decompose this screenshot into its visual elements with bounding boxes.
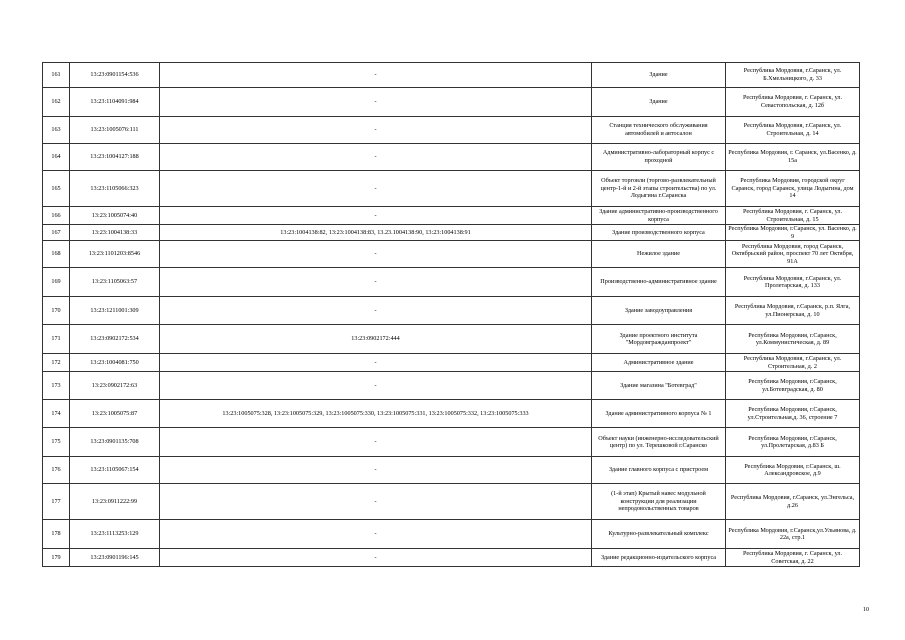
table-row [43,484,860,520]
related-cadastral-numbers: - [160,549,592,567]
related-cadastral-numbers: - [160,117,592,144]
object-address: Республика Мордовия, городской округ Саранск, город Саранск, улица Лодыгина, дом 14 [726,171,860,207]
object-address: Республика Мордовия, г.Саранск, ул. Пролетарская, д. 133 [726,268,860,297]
row-number: 162 [43,88,70,117]
row-number: 174 [43,400,70,428]
page-number: 10 [863,607,869,613]
cadastral-number: 13:23:1105066:323 [70,171,160,207]
row-number: 161 [43,63,70,88]
object-name: Здание главного корпуса с пристроем [592,457,726,484]
table-row [43,400,860,428]
object-address: Республика Мордовия, г.Саранск,ул.Ульянова, д. 22а, стр.1 [726,520,860,549]
object-name: Административное здание [592,354,726,372]
row-number: 165 [43,171,70,207]
cadastral-number: 13:23:0901154:536 [70,63,160,88]
object-address: Республика Мордовия, г.Саранск, ул.Ботевградская, д. 80 [726,372,860,400]
object-name: Объект торговли (торгово-развлекательный центр-1-й и 2-й этапы строительства) по ул. Лодыгина г.Саранска [592,171,726,207]
object-address: Республика Мордовия, г.Саранск, ул.Пролетарская, д.83 Б [726,428,860,457]
cadastral-number: 13:23:1004127:188 [70,144,160,171]
cadastral-number: 13:23:1113253:129 [70,520,160,549]
table-row [43,88,860,117]
related-cadastral-numbers: - [160,428,592,457]
registry-table-body [43,63,860,567]
object-name: Здание проектного института "Мордовгражданпроект" [592,325,726,354]
object-name: Производственно-административное здание [592,268,726,297]
row-number: 176 [43,457,70,484]
object-name: Станция технического обслуживания автомобилей и автосалон [592,117,726,144]
cadastral-number: 13:23:0902172:534 [70,325,160,354]
object-address: Республика Мордовия, г.Саранск, ул.Строительная,д. 36, строение 7 [726,400,860,428]
related-cadastral-numbers: - [160,144,592,171]
object-name: Здание производственного корпуса [592,225,726,241]
cadastral-number: 13:23:1005076:111 [70,117,160,144]
row-number: 163 [43,117,70,144]
related-cadastral-numbers: - [160,241,592,268]
related-cadastral-numbers: - [160,484,592,520]
related-cadastral-numbers: - [160,520,592,549]
table-row [43,225,860,241]
row-number: 173 [43,372,70,400]
object-name: Здание административно-производственного корпуса [592,207,726,225]
cadastral-number: 13:23:0901196:145 [70,549,160,567]
object-address: Республика Мордовия, город Саранск, Октябрьский район, проспект 70 лет Октября, 91А [726,241,860,268]
object-address: Республика Мордовия, г. Саранск, ул. Советская, д. 22 [726,549,860,567]
object-address: Республика Мордовия, г.Саранск, ул.Энгельса, д.26 [726,484,860,520]
table-row [43,428,860,457]
object-address: Республика Мордовия, г.Саранск, ул.Коммунистическая, д. 89 [726,325,860,354]
table-row [43,144,860,171]
related-cadastral-numbers: - [160,88,592,117]
row-number: 169 [43,268,70,297]
object-address: Республика Мордовия, г.Саранск, р.п. Ялга, ул.Пионерская, д. 10 [726,297,860,325]
object-name: Здание [592,63,726,88]
object-address: Республика Мордовия, г.Саранск, ул. Васенко, д. 9 [726,225,860,241]
cadastral-number: 13:23:0902172:63 [70,372,160,400]
cadastral-number: 13:23:1104091:984 [70,88,160,117]
cadastral-number: 13:23:0911222:99 [70,484,160,520]
related-cadastral-numbers: - [160,372,592,400]
row-number: 170 [43,297,70,325]
table-row [43,63,860,88]
object-address: Республика Мордовия, г. Саранск, ул. Строительная, д. 15 [726,207,860,225]
object-name: Нежилое здание [592,241,726,268]
cadastral-number: 13:23:1005075:87 [70,400,160,428]
cadastral-number: 13:23:1105067:154 [70,457,160,484]
related-cadastral-numbers: - [160,354,592,372]
object-name: Здание заводоуправления [592,297,726,325]
table-row [43,241,860,268]
object-name: Объект науки (инженерно-исследовательский центр) по ул. Терешковой г.Саранско [592,428,726,457]
row-number: 177 [43,484,70,520]
related-cadastral-numbers: 13:23:1005075:328, 13:23:1005075:329, 13:23:1005075:330, 13:23:1005075:331, 13:23:1005075:332, 13:23:1005075:333 [160,400,592,428]
related-cadastral-numbers: - [160,207,592,225]
object-address: Республика Мордовия, г.Саранск, ул. Б.Хмельницкого, д. 33 [726,63,860,88]
table-row [43,457,860,484]
object-name: Здание [592,88,726,117]
table-row [43,171,860,207]
cadastral-number: 13:23:0901135:708 [70,428,160,457]
table-row [43,354,860,372]
related-cadastral-numbers: - [160,297,592,325]
object-name: Административно-лабораторный корпус с проходной [592,144,726,171]
related-cadastral-numbers: - [160,63,592,88]
registry-table [42,62,860,567]
row-number: 175 [43,428,70,457]
object-name: Культурно-развлекательный комплекс [592,520,726,549]
object-name: (1-й этап) Крытый навес модульной конструкции для реализации непродовольственных товаров [592,484,726,520]
row-number: 168 [43,241,70,268]
table-row [43,372,860,400]
object-address: Республика Мордовия, г. Саранск, ул.Васенко, д. 15а [726,144,860,171]
related-cadastral-numbers: - [160,457,592,484]
related-cadastral-numbers: 13:23:0902172:444 [160,325,592,354]
row-number: 164 [43,144,70,171]
table-row [43,325,860,354]
object-name: Здание административного корпуса № 1 [592,400,726,428]
table-row [43,297,860,325]
row-number: 172 [43,354,70,372]
cadastral-number: 13:23:1005074:40 [70,207,160,225]
row-number: 167 [43,225,70,241]
row-number: 179 [43,549,70,567]
related-cadastral-numbers: - [160,171,592,207]
related-cadastral-numbers: 13:23:1004138:82, 13:23:1004138:83, 13.23.1004138:90, 13:23:1004138:91 [160,225,592,241]
cadastral-number: 13:23:1211001:309 [70,297,160,325]
related-cadastral-numbers: - [160,268,592,297]
object-address: Республика Мордовия, г.Саранск, ш. Александровское, д.9 [726,457,860,484]
table-row [43,268,860,297]
table-row [43,117,860,144]
cadastral-number: 13:23:1004138:33 [70,225,160,241]
table-row [43,207,860,225]
object-address: Республика Мордовия, г.Саранск, ул. Строительная, д. 14 [726,117,860,144]
cadastral-number: 13:23:1101203:8546 [70,241,160,268]
table-row [43,549,860,567]
object-name: Здание магазина "Ботевград" [592,372,726,400]
object-address: Республика Мордовия, г.Саранск, ул. Строительная, д. 2 [726,354,860,372]
row-number: 171 [43,325,70,354]
row-number: 166 [43,207,70,225]
table-row [43,520,860,549]
cadastral-number: 13:23:1004081:750 [70,354,160,372]
row-number: 178 [43,520,70,549]
object-name: Здание редакционно-издательского корпуса [592,549,726,567]
object-address: Республика Мордовия, г. Саранск, ул. Севастопольская, д. 12б [726,88,860,117]
cadastral-number: 13:23:1105063:57 [70,268,160,297]
